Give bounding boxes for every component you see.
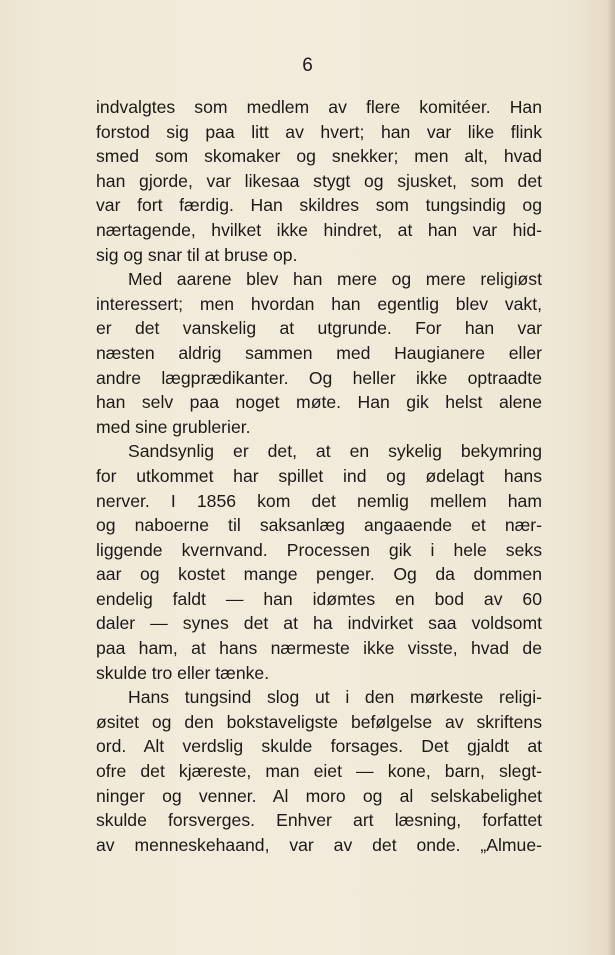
text-line: han selv paa noget møte. Han gik helst alene	[96, 392, 542, 413]
text-line: og naboerne til saksanlæg angaaende et nær-	[96, 515, 542, 536]
text-line: aar og kostet mange penger. Og da dommen	[96, 564, 542, 585]
text-line: Sandsynlig er det, at en sykelig bekymring	[128, 441, 542, 462]
page-number: 6	[302, 55, 313, 76]
page-edge-shadow	[607, 0, 615, 955]
text-line: sig og snar til at bruse op.	[96, 244, 298, 265]
text-line: nærtagende, hvilket ikke hindret, at han var hid-	[96, 219, 542, 240]
body-text	[96, 95, 542, 857]
text-line: han gjorde, var likesaa stygt og sjusket, som det	[96, 170, 542, 191]
text-line: næsten aldrig sammen med Haugianere eller	[96, 342, 542, 363]
text-line: ninger og venner. Al moro og al selskabelighet	[96, 785, 542, 806]
text-line: liggende kvernvand. Processen gik i hele seks	[96, 539, 542, 560]
text-line: øsitet og den bokstaveligste befølgelse av skriftens	[96, 711, 542, 732]
text-line: nerver. I 1856 kom det nemlig mellem ham	[96, 490, 542, 511]
text-line: er det vanskelig at utgrunde. For han var	[96, 318, 542, 339]
text-line: ofre det kjæreste, man eiet — kone, barn, slegt-	[96, 761, 542, 782]
text-line: interessert; men hvordan han egentlig blev vakt,	[96, 293, 542, 314]
text-line: Med aarene blev han mere og mere religiøst	[128, 269, 542, 290]
text-line: av menneskehaand, var av det onde. „Almue-	[96, 834, 542, 855]
text-line: daler — synes det at ha indvirket saa voldsomt	[96, 613, 542, 634]
text-line: var fort færdig. Han skildres som tungsindig og	[96, 195, 542, 216]
text-line: paa ham, at hans nærmeste ikke visste, hvad de	[96, 638, 542, 659]
text-line: andre lægprædikanter. Og heller ikke optraadte	[96, 367, 542, 388]
text-line: ord. Alt verdslig skulde forsages. Det gjaldt at	[96, 736, 542, 757]
text-line: skulde forsverges. Enhver art læsning, forfattet	[96, 810, 542, 831]
text-line: endelig faldt — han idømtes en bod av 60	[96, 588, 542, 609]
text-line: indvalgtes som medlem av flere komitéer. Han	[96, 97, 542, 117]
text-line: Hans tungsind slog ut i den mørkeste religi-	[128, 687, 542, 708]
text-line: forstod sig paa litt av hvert; han var like flink	[96, 121, 542, 142]
text-line: skulde tro eller tænke.	[96, 662, 270, 683]
text-line: med sine grublerier.	[96, 416, 251, 437]
text-line: smed som skomaker og snekker; men alt, hvad	[96, 146, 542, 167]
text-line: for utkommet har spillet ind og ødelagt hans	[96, 465, 542, 486]
